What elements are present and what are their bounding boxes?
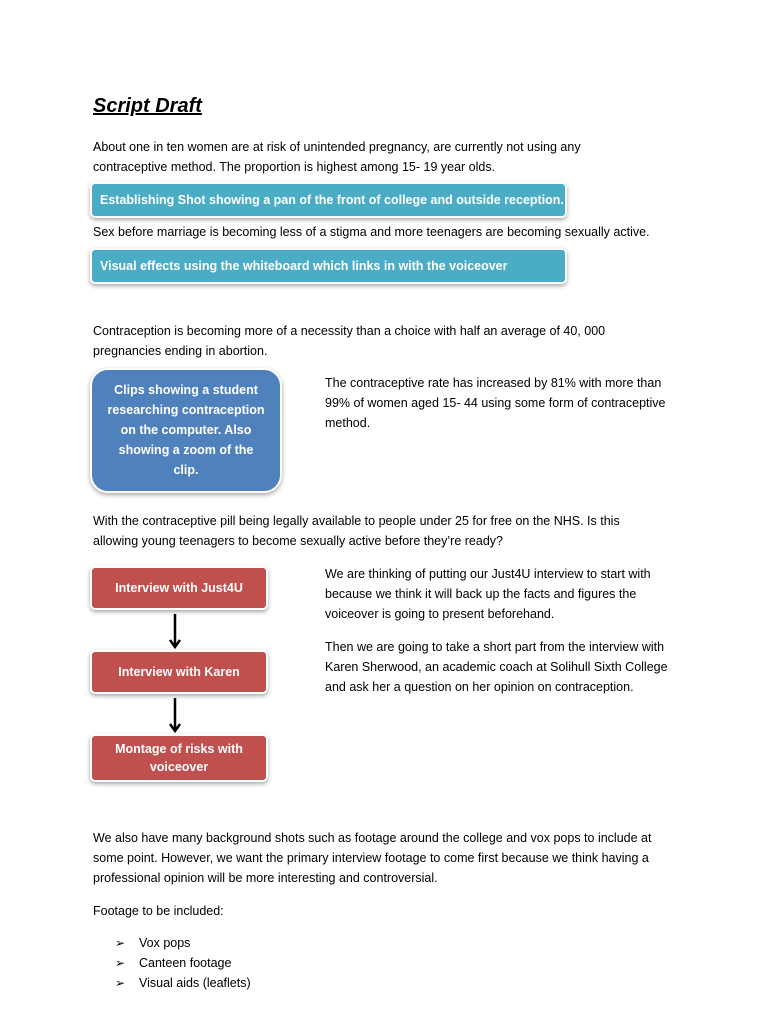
flow-arrow-down-icon [168,698,182,734]
footage-list [115,933,415,993]
contraceptive-rate-paragraph: The contraceptive rate has increased by 81% with more than 99% of women aged 15- 44 using some form of contraceptive method. [325,376,666,430]
list-item-label: Visual aids (leaflets) [139,976,251,990]
background-shots-paragraph: We also have many background shots such as footage around the college and vox pops to include at some point. However, we want the primary interview footage to come first because we think having a professional opinion will be more interesting and controversial. [93,831,652,885]
arrow-bullet-icon: ➢ [115,956,126,970]
karen-interview-paragraph: Then we are going to take a short part from the interview with Karen Sherwood, an academic coach at Solihull Sixth College and ask her a question on her opinion on contraception. [325,640,668,694]
establishing-shot-box: Establishing Shot showing a pan of the front of college and outside reception. [90,182,567,218]
page-title: Script Draft [93,95,202,117]
flow-arrow-down-icon [168,614,182,650]
sex-before-marriage-paragraph: Sex before marriage is becoming less of a stigma and more teenagers are becoming sexually active. [93,225,650,239]
visual-effects-box: Visual effects using the whiteboard which links in with the voiceover [90,248,567,284]
flow-step-montage: Montage of risks with voiceover [90,734,268,782]
just4u-interview-paragraph: We are thinking of putting our Just4U interview to start with because we think it will back up the facts and figures the voiceover is going to present beforehand. [325,567,651,621]
flow-step-interview-just4u: Interview with Just4U [90,566,268,610]
list-item [115,973,415,993]
contraception-necessity-paragraph: Contraception is becoming more of a necessity than a choice with half an average of 40, 000 pregnancies ending in abortion. [93,324,606,358]
intro-paragraph: About one in ten women are at risk of unintended pregnancy, are currently not using any contraceptive method. The proportion is highest among 15- 19 year olds. [93,140,581,174]
arrow-bullet-icon: ➢ [115,936,126,950]
footage-heading: Footage to be included: [93,904,224,918]
list-item [115,953,415,973]
flow-step-interview-karen: Interview with Karen [90,650,268,694]
list-item-label: Canteen footage [139,956,232,970]
clips-shot-box: Clips showing a student researching contraception on the computer. Also showing a zoom of the clip. [90,368,282,493]
contraceptive-pill-paragraph: With the contraceptive pill being legally available to people under 25 for free on the NHS. Is this allowing young teenagers to become sexually active before they’re ready? [93,514,620,548]
arrow-bullet-icon: ➢ [115,976,126,990]
list-item [115,933,415,953]
list-item-label: Vox pops [139,936,191,950]
